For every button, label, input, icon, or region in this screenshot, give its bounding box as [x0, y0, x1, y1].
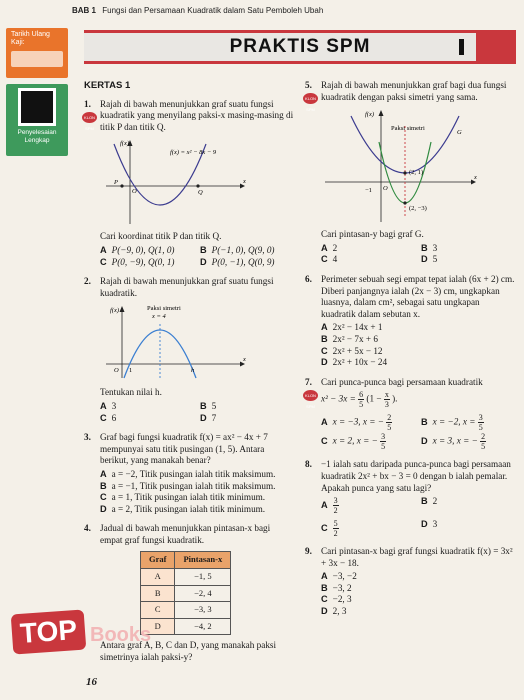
question-5	[305, 80, 515, 266]
graph-label: G	[457, 129, 462, 137]
table-row: D −4, 2	[141, 618, 231, 635]
option-a[interactable]: A x = −3, x = − $\frac{2}{5}$	[321, 413, 392, 433]
question-number: 5.	[305, 80, 312, 90]
question-text: Jadual di bawah menunjukkan pintasan-x bagi empat graf fungsi kuadratik.	[100, 523, 271, 545]
option-d[interactable]: D 3	[421, 519, 438, 530]
option-a[interactable]: A 3	[100, 400, 117, 411]
question-number: 6.	[305, 273, 312, 284]
option-c[interactable]: C 4	[321, 254, 338, 265]
graph-label: P	[114, 179, 118, 187]
graph-label: O	[114, 367, 119, 375]
question-text: Graf bagi fungsi kuadratik f(x) = ax² − 4x + 7 mempunyai satu titik pusingan (1, 5). Antara berikut, yang manakah benar?	[100, 432, 268, 466]
full-solution-label: Penyelesaian Lengkap	[17, 129, 57, 144]
graph-label: f(x)	[120, 140, 130, 148]
option-a[interactable]: A −3, −2	[321, 571, 357, 582]
question-text: Perimeter sebuah segi empat tepat ialah (6x + 2) cm. Diberi panjangnya ialah (2x − 3) cm, ungkapkan luasnya, dalam cm², sebagai satu ungkapan kuadratik dalam sebutan x.	[321, 273, 515, 319]
option-d[interactable]: D 2x² + 10x − 24	[321, 357, 388, 368]
question-ask: Tentukan nilai h.	[100, 387, 162, 398]
answer-options	[100, 245, 294, 268]
option-d[interactable]: D x = 3, x = − $\frac{2}{5}$	[421, 432, 486, 452]
option-c[interactable]: C 2x² + 5x − 12	[321, 345, 383, 356]
option-a[interactable]: A 2	[321, 242, 338, 253]
paper-title: KERTAS 1	[84, 80, 131, 91]
option-c[interactable]: C x = 2, x = − $\frac{3}{5}$	[321, 432, 386, 452]
question-number: 7.	[305, 376, 312, 387]
option-d[interactable]: D 2, 3	[321, 606, 347, 617]
table-row: C −3, 3	[141, 602, 231, 619]
table-row: A −1, 5	[141, 569, 231, 586]
answer-options	[321, 571, 515, 617]
option-c[interactable]: C a = 1, Titik pusingan ialah titik minimum.	[100, 492, 266, 503]
option-b[interactable]: B 3	[421, 242, 438, 253]
review-date-label: Tarikh Ulang Kaji:	[11, 31, 50, 46]
table-header: Pintasan-x	[175, 552, 231, 569]
equation: x² − 3x = $\frac{6}{5}$ (1 − $\frac{x}{3}$ ).	[321, 390, 398, 410]
option-b[interactable]: B P(−1, 0), Q(9, 0)	[200, 244, 275, 255]
option-c[interactable]: C $\frac{5}{2}$	[321, 519, 338, 539]
question-ask: Cari pintasan-y bagi graf G.	[321, 229, 424, 240]
chapter-number: BAB 1	[72, 6, 97, 15]
option-c[interactable]: C −2, 3	[321, 594, 352, 605]
option-b[interactable]: B 2	[421, 496, 438, 507]
question-text: Rajah di bawah menunjukkan graf suatu fungsi kuadratik yang menyilang paksi-x masing-masing di titik P dan titik Q.	[100, 98, 294, 132]
option-b[interactable]: B x = −2, x = $\frac{3}{5}$	[421, 413, 483, 433]
chapter-header	[72, 6, 323, 15]
banner-title: PRAKTIS SPM	[229, 36, 371, 57]
table-header: Graf	[141, 552, 175, 569]
q1-graph	[100, 136, 250, 226]
option-d[interactable]: D a = 2, Titik pusingan ialah titik minimum.	[100, 503, 266, 514]
option-a[interactable]: A 2x² − 14x + 1	[321, 322, 383, 333]
option-d[interactable]: D 7	[200, 412, 217, 423]
right-column	[305, 80, 515, 626]
graph-label: f(x)	[365, 111, 375, 119]
answer-options	[321, 322, 515, 368]
graph-label: Paksi simetri	[147, 305, 181, 313]
question-number: 2.	[84, 276, 91, 287]
question-number: 9.	[305, 546, 312, 557]
left-column	[84, 80, 294, 672]
question-text: Rajah di bawah menunjukkan graf suatu fungsi kuadratik.	[100, 276, 274, 298]
option-b[interactable]: B −3, 2	[321, 582, 352, 593]
question-number: 1.	[84, 98, 91, 109]
graph-label: (2, −3)	[409, 205, 427, 213]
graph-label: x	[243, 178, 246, 186]
chapter-title: Fungsi dan Persamaan Kuadratik dalam Satu Pemboleh Ubah	[102, 6, 324, 15]
option-b[interactable]: B a = −1, Titik pusingan ialah titik maksimum.	[100, 480, 276, 491]
question-ask: Cari koordinat titik P dan titik Q.	[100, 231, 222, 242]
review-date-field[interactable]	[11, 51, 63, 67]
answer-options	[100, 401, 294, 424]
option-d[interactable]: D 5	[421, 254, 438, 265]
option-d[interactable]: D P(0, −1), Q(0, 9)	[200, 256, 275, 267]
question-3	[84, 432, 294, 515]
question-7	[305, 377, 515, 452]
answer-options	[100, 469, 294, 515]
table-row: B −2, 4	[141, 585, 231, 602]
question-6	[305, 274, 515, 369]
banner-red-block	[476, 30, 516, 64]
question-text: Cari punca-punca bagi persamaan kuadratik	[321, 376, 483, 387]
question-2	[84, 276, 294, 424]
option-c[interactable]: C P(0, −9), Q(0, 1)	[100, 256, 175, 267]
graph-label: O	[132, 188, 137, 196]
klon-spm-badge: KLON SPM	[303, 93, 318, 104]
graph-label: (2, 1)	[409, 169, 424, 177]
full-solution-qr[interactable]	[6, 84, 68, 156]
page-number: 16	[86, 676, 97, 688]
answer-options	[321, 413, 515, 451]
question-ask: Antara graf A, B, C dan D, yang manakah paksi simetrinya ialah paksi-y?	[100, 640, 277, 663]
option-b[interactable]: B 2x² − 7x + 6	[321, 333, 378, 344]
graph-label: 1	[129, 367, 133, 375]
review-date-box	[6, 28, 68, 78]
question-text: −1 ialah satu daripada punca-punca bagi persamaan kuadratik 2x² + bx − 3 = 0 dengan b ialah pemalar. Apakah punca yang satu lagi?	[321, 459, 511, 493]
graph-label: O	[383, 185, 388, 193]
option-c[interactable]: C 6	[100, 412, 117, 423]
option-a[interactable]: A P(−9, 0), Q(1, 0)	[100, 244, 175, 255]
topbooks-logo: TOP Books	[12, 612, 162, 658]
klon-spm-badge: KLON SPM	[303, 390, 318, 401]
qr-code-icon[interactable]	[18, 88, 56, 126]
question-number: 3.	[84, 432, 91, 443]
graph-label: f(x) = x² − 8x − 9	[170, 149, 217, 157]
graph-label: f(x)	[110, 307, 120, 315]
graph-label: Paksi simetri	[391, 125, 425, 133]
question-text: Cari pintasan-x bagi graf fungsi kuadratik f(x) = 3x² + 3x − 18.	[321, 546, 513, 568]
option-a[interactable]: A $\frac{3}{2}$	[321, 496, 338, 516]
q2-graph	[100, 302, 250, 382]
answer-options	[321, 496, 515, 538]
q5-graph	[321, 106, 481, 224]
question-number: 4.	[84, 523, 91, 534]
question-text: Rajah di bawah menunjukkan graf bagi dua fungsi kuadratik dengan paksi simetri yang sama.	[321, 80, 507, 102]
section-banner	[84, 30, 516, 64]
graph-label: x = 4	[152, 313, 166, 321]
option-b[interactable]: B 5	[200, 400, 217, 411]
graph-label: h	[191, 367, 195, 375]
graph-label: x	[243, 356, 246, 364]
graph-label: Q	[198, 189, 203, 197]
answer-options	[321, 243, 515, 266]
question-8	[305, 459, 515, 538]
question-9	[305, 546, 515, 618]
graph-label: x	[474, 174, 477, 182]
option-a[interactable]: A a = −2, Titik pusingan ialah titik maksimum.	[100, 468, 276, 479]
graph-label: −1	[365, 187, 372, 195]
banner-mark	[459, 39, 464, 55]
klon-spm-badge: KLON SPM	[82, 112, 97, 123]
question-1	[84, 99, 294, 269]
question-number: 8.	[305, 459, 312, 470]
